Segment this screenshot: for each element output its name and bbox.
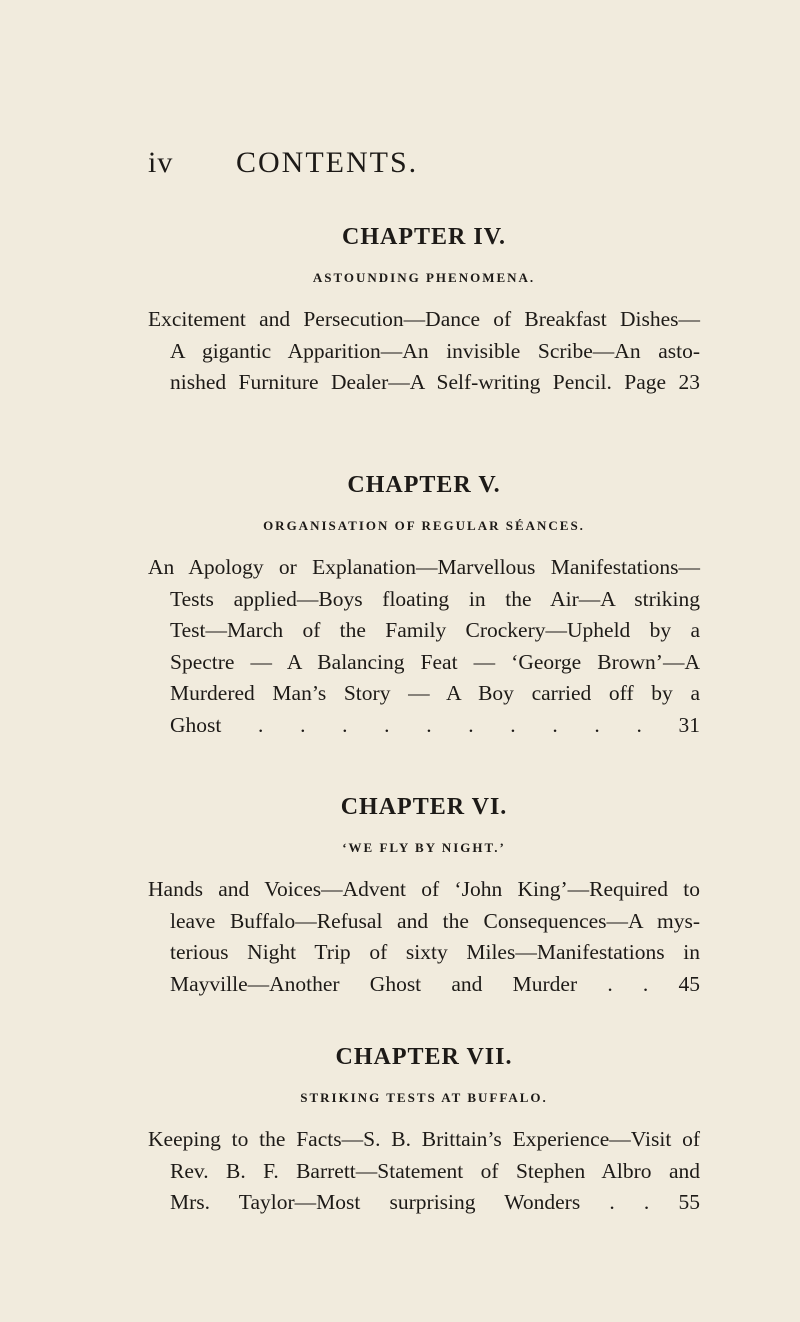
chapter-vii-entry bbox=[148, 1042, 700, 1219]
summary-line: Excitement and Persecution—Dance of Breakfast Dishes— bbox=[148, 307, 700, 331]
summary-line: terious Night Trip of sixty Miles—Manifestations in bbox=[170, 940, 700, 964]
chapter-summary bbox=[148, 1124, 700, 1219]
summary-line: leave Buffalo—Refusal and the Consequences—A mys- bbox=[170, 908, 700, 933]
summary-line: Ghost . . . . . . . . . . 31 bbox=[170, 712, 700, 737]
summary-line: nished Furniture Dealer—A Self-writing Pencil. Page 23 bbox=[170, 370, 700, 394]
chapter-summary bbox=[148, 552, 700, 741]
chapter-heading: CHAPTER IV. bbox=[342, 224, 506, 250]
chapter-subtitle: ‘WE FLY BY NIGHT.’ bbox=[342, 840, 506, 855]
summary-line: Mrs. Taylor—Most surprising Wonders . . 55 bbox=[170, 1190, 700, 1214]
chapter-heading: CHAPTER VII. bbox=[335, 1044, 513, 1070]
summary-line: Spectre — A Balancing Feat — ‘George Brown’—A bbox=[170, 649, 700, 674]
chapter-iv-entry bbox=[148, 222, 700, 399]
chapter-vi-entry bbox=[148, 792, 700, 1000]
chapter-subtitle: STRIKING TESTS AT BUFFALO. bbox=[300, 1090, 548, 1105]
chapter-v-entry bbox=[148, 470, 700, 741]
summary-line: An Apology or Explanation—Marvellous Manifestations— bbox=[148, 555, 700, 579]
summary-line: Keeping to the Facts—S. B. Brittain’s Experience—Visit of bbox=[148, 1127, 700, 1151]
summary-line: Test—March of the Family Crockery—Upheld by a bbox=[170, 618, 700, 642]
summary-line: Hands and Voices—Advent of ‘John King’—Required to bbox=[148, 877, 700, 901]
summary-line: A gigantic Apparition—An invisible Scribe—An asto- bbox=[170, 338, 700, 363]
summary-line: Mayville—Another Ghost and Murder . . 45 bbox=[170, 971, 700, 996]
chapter-summary bbox=[148, 874, 700, 1000]
chapter-heading: CHAPTER V. bbox=[347, 472, 501, 498]
chapter-summary bbox=[148, 304, 700, 399]
chapter-heading: CHAPTER VI. bbox=[340, 794, 508, 820]
summary-line: Rev. B. F. Barrett—Statement of Stephen Albro and bbox=[170, 1158, 700, 1183]
chapter-subtitle: ORGANISATION OF REGULAR SÉANCES. bbox=[263, 518, 585, 533]
running-head bbox=[148, 146, 668, 186]
summary-line: Murdered Man’s Story — A Boy carried off by a bbox=[170, 681, 700, 705]
page-folio: iv bbox=[148, 146, 174, 179]
running-title: CONTENTS. bbox=[236, 146, 419, 179]
chapter-subtitle: ASTOUNDING PHENOMENA. bbox=[312, 270, 536, 285]
summary-line: Tests applied—Boys floating in the Air—A striking bbox=[170, 586, 700, 611]
